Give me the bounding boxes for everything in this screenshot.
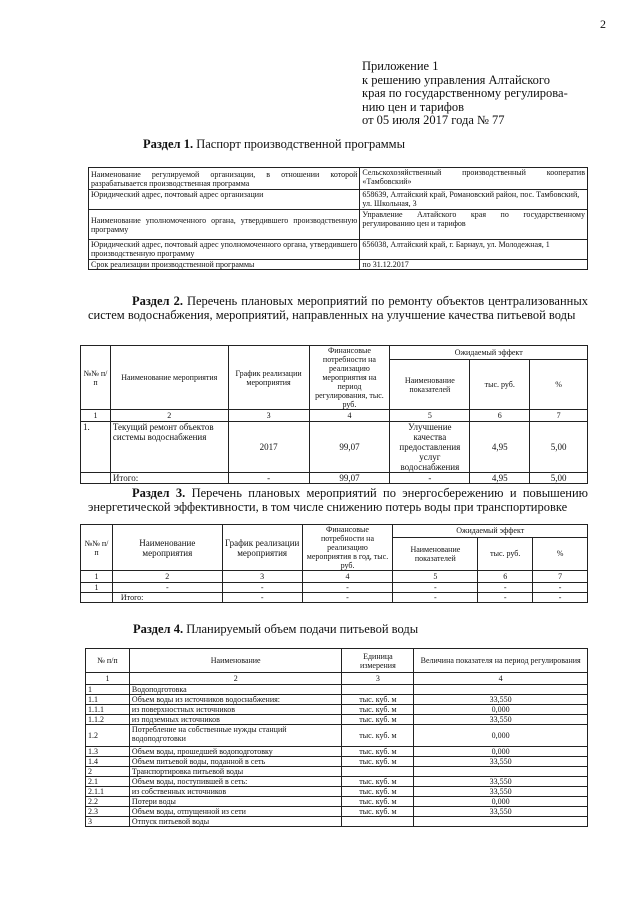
- table-row: [86, 747, 588, 757]
- col-number: 2: [129, 673, 342, 685]
- cell-unit: тыс. куб. м: [342, 807, 414, 817]
- passport-value: Управление Алтайского края по государственному регулированию цен и тарифов: [360, 210, 588, 240]
- cell-name: из поверхностных источников: [129, 705, 342, 715]
- cell-num: 2.1: [86, 777, 130, 787]
- col-header-name: Наименование мероприятия: [110, 346, 228, 410]
- cell-value: 33,550: [414, 787, 588, 797]
- cell-pct: 5,00: [530, 422, 588, 473]
- cell-value: [414, 685, 588, 695]
- cell-schedule: 2017: [228, 422, 309, 473]
- cell-unit: тыс. куб. м: [342, 747, 414, 757]
- cell-num: 1: [81, 583, 113, 593]
- col-number: 1: [86, 673, 130, 685]
- cell-name: Объем воды, отпущенной из сети: [129, 807, 342, 817]
- table-header-row: [81, 346, 588, 360]
- col-numbers-row: [81, 410, 588, 422]
- page-number: 2: [600, 17, 606, 31]
- cell-num: 2.3: [86, 807, 130, 817]
- appendix-line: Приложение 1: [362, 59, 439, 73]
- cell-unit: тыс. куб. м: [342, 797, 414, 807]
- table-row: [89, 240, 588, 260]
- table-total-row: [81, 593, 588, 603]
- appendix-header: [362, 60, 602, 128]
- passport-label: Юридический адрес, почтовый адрес уполномоченного органа, утвердившего производственную программу: [89, 240, 360, 260]
- cell-finance: 99,07: [309, 422, 390, 473]
- col-header-finance: Финансовые потребности на реализацию мероприятия в год, тыс. руб.: [302, 525, 393, 571]
- cell-finance: 99,07: [309, 473, 390, 484]
- cell-unit: [342, 685, 414, 695]
- table-row: [86, 797, 588, 807]
- cell-name: Объем питьевой воды, поданной в сеть: [129, 757, 342, 767]
- cell-finance: -: [302, 583, 393, 593]
- cell-num: [81, 473, 111, 484]
- section2-title: [88, 294, 588, 322]
- cell-value: 33,550: [414, 695, 588, 705]
- cell-value: 0,000: [414, 705, 588, 715]
- table-row: [89, 210, 588, 240]
- col-header-num: № п/п: [86, 649, 130, 673]
- cell-name: Транспортировка питьевой воды: [129, 767, 342, 777]
- table-row: [86, 817, 588, 827]
- table-row: [81, 583, 588, 593]
- col-number: 3: [228, 410, 309, 422]
- section3-title-bold: Раздел 3.: [132, 486, 186, 500]
- col-number: 2: [112, 571, 222, 583]
- cell-num: 1.1.1: [86, 705, 130, 715]
- col-header-schedule: График реализации мероприятия: [222, 525, 302, 571]
- section3-title: [88, 486, 588, 514]
- appendix-line: нию цен и тарифов: [362, 99, 465, 114]
- cell-name: Водоподготовка: [129, 685, 342, 695]
- section2-title-text: Перечень плановых мероприятий по ремонту объектов централизованных систем водоснабжения, мероприятий, направленных на улучшение качества питьевой воды: [88, 294, 588, 322]
- cell-unit: тыс. куб. м: [342, 695, 414, 705]
- col-number: 1: [81, 410, 111, 422]
- cell-value: 0,000: [414, 797, 588, 807]
- col-numbers-row: [86, 673, 588, 685]
- cell-name: Объем воды из источников водоснабжения:: [129, 695, 342, 705]
- table-row: [89, 190, 588, 210]
- cell-thous: 4,95: [470, 422, 530, 473]
- cell-num: 1.2: [86, 725, 130, 747]
- passport-label: Срок реализации производственной программы: [89, 260, 360, 270]
- cell-num: 1.3: [86, 747, 130, 757]
- cell-indicator: -: [390, 473, 470, 484]
- table-row: [86, 695, 588, 705]
- table-row: [86, 787, 588, 797]
- cell-name: -: [112, 583, 222, 593]
- col-header-pct: %: [533, 537, 588, 570]
- col-number: 4: [302, 571, 393, 583]
- table-row: [86, 757, 588, 767]
- col-header-value: Величина показателя на период регулирования: [414, 649, 588, 673]
- cell-unit: тыс. куб. м: [342, 787, 414, 797]
- cell-num: 3: [86, 817, 130, 827]
- table-row: [86, 685, 588, 695]
- col-header-num: №№ п/п: [81, 346, 111, 410]
- table-row: [86, 705, 588, 715]
- cell-pct: -: [533, 593, 588, 603]
- table-row: [89, 260, 588, 270]
- cell-name: Объем воды, поступившей в сеть:: [129, 777, 342, 787]
- col-header-num: №№ п/п: [81, 525, 113, 571]
- col-number: 7: [530, 410, 588, 422]
- cell-num: 2: [86, 767, 130, 777]
- table-row: [89, 168, 588, 190]
- col-number: 6: [478, 571, 533, 583]
- section4-title-text: Планируемый объем подачи питьевой воды: [183, 622, 419, 636]
- cell-pct: -: [533, 583, 588, 593]
- col-header-effect: Ожидаемый эффект: [390, 346, 588, 360]
- table-header-row: [86, 649, 588, 673]
- col-header-thous: тыс. руб.: [478, 537, 533, 570]
- col-number: 3: [222, 571, 302, 583]
- col-number: 5: [390, 410, 470, 422]
- cell-unit: тыс. куб. м: [342, 777, 414, 787]
- energy-measures-table: [80, 524, 588, 603]
- passport-value: 658639, Алтайский край, Романовский район, пос. Тамбовский, ул. Школьная, 3: [360, 190, 588, 210]
- section1-title-text: Паспорт производственной программы: [193, 137, 405, 151]
- cell-value: 0,000: [414, 725, 588, 747]
- appendix-line: к решению управления Алтайского: [362, 72, 550, 87]
- col-header-finance: Финансовые потребности на реализацию мероприятия на период регулирования, тыс. руб.: [309, 346, 390, 410]
- passport-value: 656038, Алтайский край, г. Барнаул, ул. Молодежная, 1: [360, 240, 588, 260]
- col-header-name: Наименование мероприятия: [112, 525, 222, 571]
- table-row: [81, 422, 588, 473]
- cell-thous: -: [478, 583, 533, 593]
- cell-value: 33,550: [414, 777, 588, 787]
- table-header-row: [81, 525, 588, 538]
- col-number: 4: [414, 673, 588, 685]
- col-number: 2: [110, 410, 228, 422]
- cell-num: 2.2: [86, 797, 130, 807]
- section1-title-bold: Раздел 1.: [143, 137, 194, 151]
- appendix-line: от 05 июля 2017 года № 77: [362, 113, 505, 127]
- cell-name: Объем воды, прошедшей водоподготовку: [129, 747, 342, 757]
- cell-value: 33,550: [414, 757, 588, 767]
- table-row: [86, 807, 588, 817]
- col-number: 4: [309, 410, 390, 422]
- cell-name: Потребление на собственные нужды станций водоподготовки: [129, 725, 342, 747]
- col-number: 6: [470, 410, 530, 422]
- appendix-line: края по государственному регулирова-: [362, 86, 568, 100]
- cell-unit: [342, 767, 414, 777]
- cell-pct: 5,00: [530, 473, 588, 484]
- cell-num: 1: [86, 685, 130, 695]
- cell-num: 1.1.2: [86, 715, 130, 725]
- table-row: [86, 725, 588, 747]
- table-row: [86, 767, 588, 777]
- col-header-schedule: График реализации мероприятия: [228, 346, 309, 410]
- col-header-pct: %: [530, 360, 588, 410]
- cell-indicator: Улучшение качества предоставления услуг водоснабжения: [390, 422, 470, 473]
- section1-title: [143, 137, 405, 152]
- col-header-effect: Ожидаемый эффект: [393, 525, 588, 538]
- repair-measures-table: [80, 345, 588, 484]
- table-row: [86, 715, 588, 725]
- section2-title-bold: Раздел 2.: [132, 294, 183, 308]
- cell-num: 1.: [81, 422, 111, 473]
- cell-name: из подземных источников: [129, 715, 342, 725]
- cell-value: 33,550: [414, 715, 588, 725]
- cell-schedule: -: [222, 583, 302, 593]
- passport-value: Сельскохозяйственный производственный кооператив «Тамбовский»: [360, 168, 588, 190]
- cell-unit: тыс. куб. м: [342, 705, 414, 715]
- passport-label: Наименование уполномоченного органа, утвердившего производственную программу: [89, 210, 360, 240]
- cell-finance: -: [302, 593, 393, 603]
- col-header-indicator: Наименование показателей: [390, 360, 470, 410]
- cell-indicator: -: [393, 583, 478, 593]
- col-number: 5: [393, 571, 478, 583]
- cell-num: 1.4: [86, 757, 130, 767]
- col-numbers-row: [81, 571, 588, 583]
- col-header-thous: тыс. руб.: [470, 360, 530, 410]
- water-supply-volume-table: [85, 648, 588, 827]
- cell-name: Текущий ремонт объектов системы водоснабжения: [110, 422, 228, 473]
- section4-title-bold: Раздел 4.: [133, 622, 184, 636]
- cell-value: 0,000: [414, 747, 588, 757]
- cell-unit: тыс. куб. м: [342, 757, 414, 767]
- cell-unit: [342, 817, 414, 827]
- passport-label: Юридический адрес, почтовый адрес организации: [89, 190, 360, 210]
- col-number: 1: [81, 571, 113, 583]
- cell-value: 33,550: [414, 807, 588, 817]
- cell-name: Отпуск питьевой воды: [129, 817, 342, 827]
- table-row: [86, 777, 588, 787]
- cell-unit: тыс. куб. м: [342, 725, 414, 747]
- table-total-row: [81, 473, 588, 484]
- passport-label: Наименование регулируемой организации, в отношении которой разрабатывается производственная программа: [89, 168, 360, 190]
- cell-name: Потери воды: [129, 797, 342, 807]
- col-number: 7: [533, 571, 588, 583]
- section3-title-text: Перечень плановых мероприятий по энергосбережению и повышению энергетической эффективности, в том числе снижению потерь воды при транспортировке: [88, 486, 588, 514]
- cell-thous: -: [478, 593, 533, 603]
- section4-title: [133, 622, 418, 637]
- col-header-unit: Единица измерения: [342, 649, 414, 673]
- col-number: 3: [342, 673, 414, 685]
- cell-indicator: -: [393, 593, 478, 603]
- col-header-indicator: Наименование показателей: [393, 537, 478, 570]
- col-header-name: Наименование: [129, 649, 342, 673]
- passport-table: [88, 167, 588, 270]
- cell-thous: 4,95: [470, 473, 530, 484]
- total-label: Итого:: [110, 473, 228, 484]
- passport-value: по 31.12.2017: [360, 260, 588, 270]
- cell-value: [414, 817, 588, 827]
- cell-schedule: -: [228, 473, 309, 484]
- cell-schedule: -: [222, 593, 302, 603]
- cell-num: 2.1.1: [86, 787, 130, 797]
- cell-num: 1.1: [86, 695, 130, 705]
- cell-unit: тыс. куб. м: [342, 715, 414, 725]
- total-label: Итого:: [112, 593, 222, 603]
- cell-num: [81, 593, 113, 603]
- cell-name: из собственных источников: [129, 787, 342, 797]
- cell-value: [414, 767, 588, 777]
